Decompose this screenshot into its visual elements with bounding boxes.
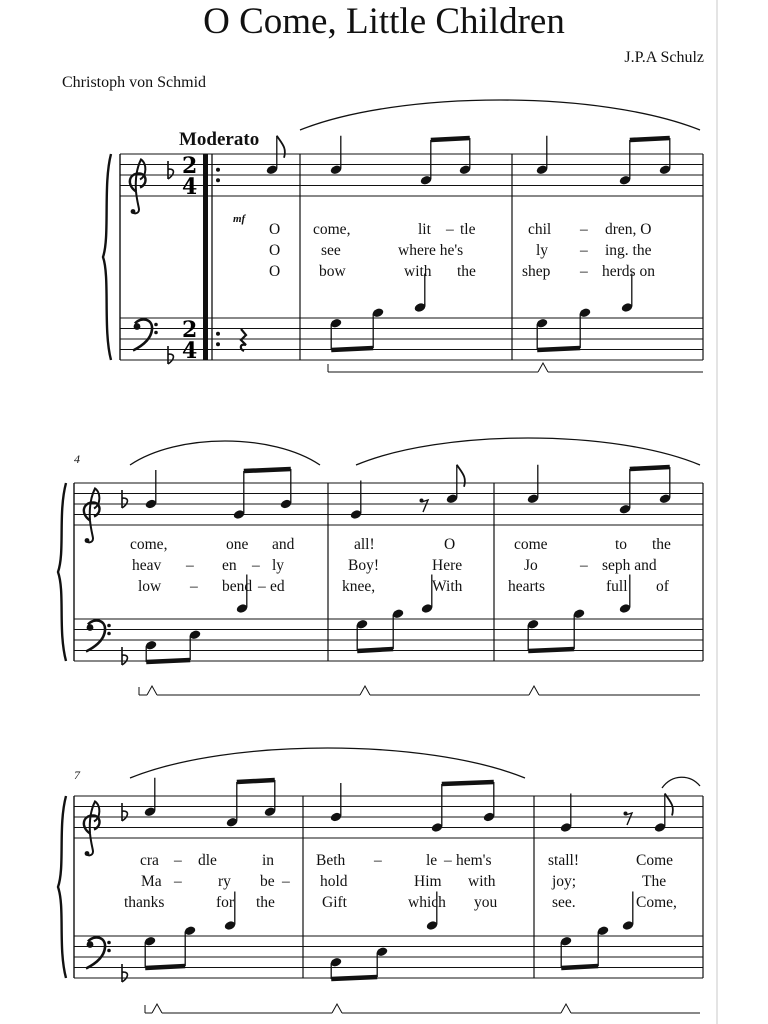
lyric-syllable: Boy! [348,557,379,574]
beam [244,469,291,471]
beam [357,649,393,651]
note-flag [665,794,673,816]
beam [442,782,494,784]
lyric-syllable: Here [432,557,463,574]
lyric-syllable: en [222,557,237,574]
lyric-hyphen: – [580,221,588,238]
lyric-syllable: knee, [342,578,376,595]
lyric-syllable: lit [418,221,431,238]
pedal-change [152,1004,162,1013]
beam [146,660,190,662]
pedal-change [332,1004,342,1013]
tempo-marking: Moderato [179,129,260,150]
song-title: O Come, Little Children [203,1,565,42]
lyric-syllable: to [615,536,628,553]
lyric-syllable: full [606,578,628,595]
repeat-dot [216,342,220,346]
lyric-syllable: low [138,578,162,595]
time-signature: 2 [182,317,198,343]
treble-clef-icon [84,489,100,543]
lyric-syllable: Ma [141,873,162,890]
beam [237,780,275,782]
lyric-hyphen: – [190,578,198,595]
composer: J.P.A Schulz [624,49,704,66]
beam [331,348,373,350]
beam [537,348,580,350]
lyric-syllable: chil [528,221,552,238]
lyric-hyphen: – [444,852,452,869]
lyric-syllable: where he's [398,242,464,259]
lyricist: Christoph von Schmid [62,74,207,91]
lyric-hyphen: – [580,242,588,259]
lyric-syllable: ly [272,557,285,574]
lyric-hyphen: – [174,873,182,890]
flat-icon [122,964,127,982]
time-signature: 4 [182,338,198,364]
lyric-syllable: dle [198,852,217,869]
lyric-syllable: Jo [524,557,538,574]
lyric-syllable: Come [636,852,674,869]
lyric-syllable: hearts [508,578,546,595]
lyric-syllable: tle [460,221,476,238]
lyric-syllable: see [321,242,341,259]
quarter-rest-icon [241,329,246,351]
lyric-syllable: the [457,263,476,280]
lyric-hyphen: – [186,557,194,574]
lyric-syllable: one [226,536,249,553]
repeat-dot [216,332,220,336]
lyric-hyphen: – [282,873,290,890]
beam [145,966,185,968]
lyric-syllable: joy; [552,873,577,890]
tie [662,777,700,788]
lyric-syllable: see. [552,894,576,911]
eighth-rest-icon [624,812,633,826]
lyric-syllable: stall! [548,852,579,869]
lyric-syllable: Come, [636,894,677,911]
bass-clef-icon [133,319,158,350]
lyric-syllable: O [269,242,281,259]
slur [130,748,525,778]
slur [130,441,320,465]
pedal-change [529,686,539,695]
lyric-hyphen: – [258,578,266,595]
lyric-syllable: The [642,873,667,890]
lyric-syllable: O [444,536,456,553]
pedal-change [147,686,157,695]
pedal-change [561,1004,571,1013]
lyric-syllable: bend [222,578,253,595]
lyric-syllable: bow [319,263,346,280]
dynamic-marking: mf [233,213,246,225]
lyric-syllable: ing. the [605,242,652,259]
lyric-syllable: O [269,263,281,280]
lyric-syllable: of [656,578,669,595]
lyric-hyphen: – [580,263,588,280]
beam [528,649,574,651]
flat-icon [122,803,127,821]
bass-clef-icon [86,937,111,968]
lyric-syllable: dren, O [605,221,652,238]
lyric-syllable: shep [522,263,551,280]
lyric-syllable: which [408,894,446,911]
flat-icon [168,346,173,364]
beam [630,467,670,469]
lyric-hyphen: – [174,852,182,869]
lyric-syllable: heav [132,557,162,574]
lyric-syllable: le [426,852,438,869]
lyric-syllable: Beth [316,852,346,869]
lyric-syllable: ed [270,578,285,595]
beam [331,977,377,979]
lyric-syllable: come, [130,536,168,553]
brace [58,483,66,661]
lyric-syllable: the [256,894,275,911]
lyric-syllable: O [269,221,281,238]
lyric-syllable: with [404,263,432,280]
lyric-hyphen: – [446,221,454,238]
lyric-syllable: come [514,536,548,553]
time-signature: 2 [182,153,198,179]
flat-icon [168,161,173,179]
lyric-syllable: and [272,536,295,553]
lyric-syllable: for [216,894,235,911]
measure-number: 4 [74,452,80,466]
lyric-syllable: With [432,578,463,595]
treble-clef-icon [130,160,146,214]
lyric-hyphen: – [374,852,382,869]
beam [431,138,470,140]
lyric-syllable: ly [536,242,549,259]
lyric-syllable: hold [320,873,348,890]
lyric-syllable: hem's [456,852,492,869]
beam [630,138,670,140]
repeat-barline [203,154,208,360]
lyric-syllable: seph and [602,557,657,574]
flat-icon [122,647,127,665]
lyric-syllable: all! [354,536,375,553]
lyric-hyphen: – [252,557,260,574]
brace [58,796,66,978]
slur [300,100,700,130]
repeat-dot [216,178,220,182]
lyric-syllable: cra [140,852,159,869]
brace [103,154,111,360]
lyric-syllable: in [262,852,275,869]
lyric-syllable: the [652,536,671,553]
slur [356,438,700,465]
lyric-syllable: with [468,873,496,890]
lyric-hyphen: – [580,557,588,574]
measure-number: 7 [74,768,80,782]
repeat-dot [216,168,220,172]
lyric-syllable: you [474,894,498,911]
time-signature: 4 [182,174,198,200]
lyric-syllable: be [260,873,275,890]
pedal-change [360,686,370,695]
beam [561,966,598,968]
lyric-syllable: herds on [602,263,655,280]
flat-icon [122,490,127,508]
lyric-syllable: ry [218,873,231,890]
treble-clef-icon [84,802,100,856]
bass-clef-icon [86,620,111,651]
lyric-syllable: thanks [124,894,165,911]
lyric-syllable: Gift [322,894,347,911]
eighth-rest-icon [420,499,429,513]
lyric-syllable: come, [313,221,351,238]
pedal-change [538,363,548,372]
lyric-syllable: Him [414,873,442,890]
